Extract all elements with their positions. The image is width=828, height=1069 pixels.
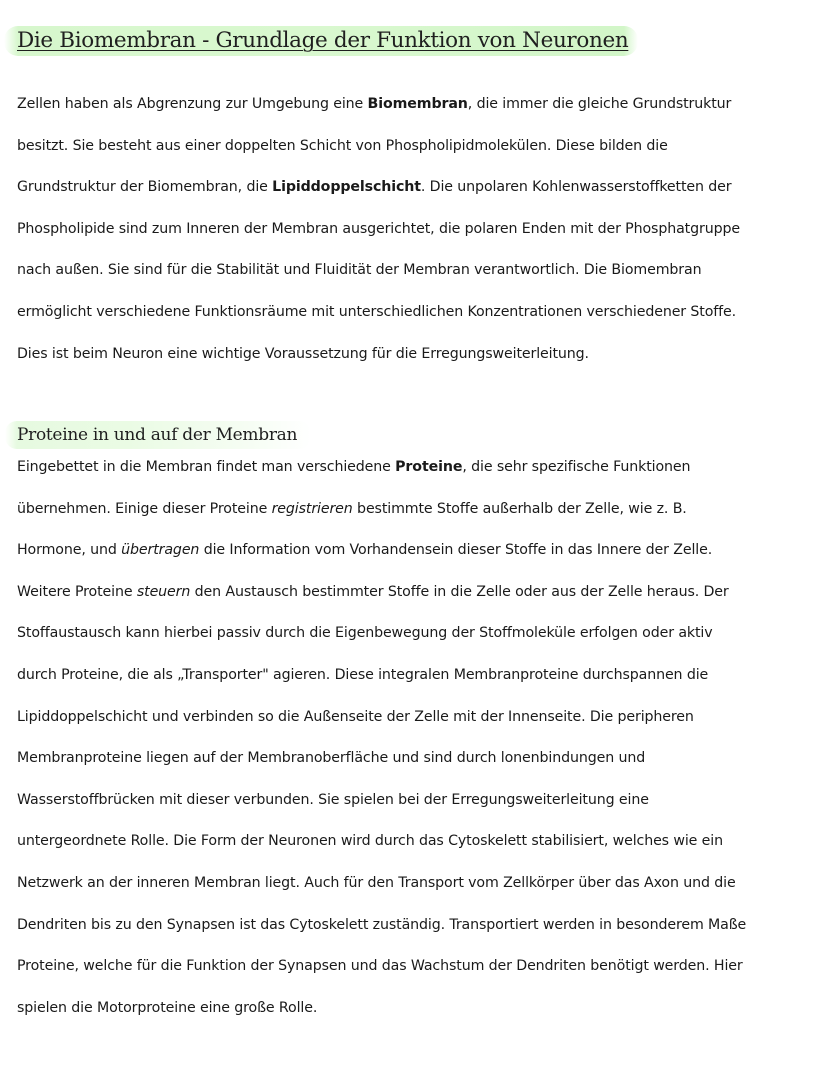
text-segment: Zellen haben als Abgrenzung zur Umgebung eine	[17, 96, 368, 112]
text-segment: Grundstruktur der Biomembran, die	[17, 179, 273, 196]
text-segment: , die immer die gleiche Grundstruktur	[467, 96, 732, 112]
text-segment: ermöglicht verschiedene Funktionsräume mit unterschiedlichen Konzentrationen verschiedener Stoffe.	[17, 303, 737, 320]
bold-term: Proteine	[395, 459, 463, 475]
text-line	[17, 863, 817, 905]
text-segment: untergeordnete Rolle. Die Form der Neuronen wird durch das Cytoskelett stabilisiert, welches wie ein	[17, 833, 723, 850]
text-line	[17, 84, 817, 126]
text-line	[17, 655, 817, 697]
text-segment: Stoffaustausch kann hierbei passiv durch die Eigenbewegung der Stoffmoleküle erfolgen oder aktiv	[17, 625, 713, 642]
text-line	[17, 530, 817, 572]
text-segment: Proteine, welche für die Funktion der Synapsen und das Wachstum der Dendriten benötigt werden. Hier	[17, 958, 743, 975]
text-segment: Phospholipide sind zum Inneren der Membran ausgerichtet, die polaren Enden mit der Phosphatgruppe	[17, 220, 740, 237]
text-line	[17, 697, 817, 739]
italic-term: übertragen	[121, 542, 200, 559]
text-segment: bestimmte Stoffe außerhalb der Zelle, wie z. B.	[352, 500, 687, 517]
text-line	[17, 209, 817, 251]
text-segment: Dendriten bis zu den Synapsen ist das Cytoskelett zuständig. Transportiert werden in besonderem Maße	[17, 916, 747, 933]
text-line	[17, 334, 817, 376]
text-segment: Wasserstoffbrücken mit dieser verbunden. Sie spielen bei der Erregungsweiterleitung eine	[17, 791, 649, 808]
section-heading: Proteine in und auf der Membran	[5, 421, 311, 449]
text-line	[17, 821, 817, 863]
text-line	[17, 905, 817, 947]
text-segment: durch Proteine, die als „Transporter" agieren. Diese integralen Membranproteine durchspannen die	[17, 666, 709, 683]
text-line	[17, 447, 817, 489]
page-title: Die Biomembran - Grundlage der Funktion von Neuronen	[4, 26, 638, 56]
text-line	[17, 988, 817, 1030]
text-segment: nach außen. Sie sind für die Stabilität und Fluidität der Membran verantwortlich. Die Biomembran	[17, 262, 702, 279]
italic-term: steuern	[136, 583, 191, 600]
text-line	[17, 292, 817, 334]
text-segment: spielen die Motorproteine eine große Rolle.	[17, 999, 318, 1016]
text-line	[17, 126, 817, 168]
text-segment: Eingebettet in die Membran findet man verschiedene	[17, 459, 396, 475]
text-segment: übernehmen. Einige dieser Proteine	[17, 500, 272, 517]
bold-term: Biomembran	[367, 96, 468, 112]
text-segment: , die sehr spezifische Funktionen	[462, 459, 691, 475]
text-segment: Netzwerk an der inneren Membran liegt. Auch für den Transport vom Zellkörper über das Axon und die	[17, 874, 736, 891]
text-line	[17, 946, 817, 988]
text-segment: Hormone, und	[17, 542, 122, 559]
intro-paragraph	[17, 84, 817, 375]
text-line	[17, 489, 817, 531]
text-line	[17, 572, 817, 614]
text-line	[17, 738, 817, 780]
text-segment: . Die unpolaren Kohlenwasserstoffketten der	[420, 179, 732, 196]
text-line	[17, 780, 817, 822]
text-segment: Dies ist beim Neuron eine wichtige Voraussetzung für die Erregungsweiterleitung.	[17, 345, 589, 362]
text-segment: Membranproteine liegen auf der Membranoberfläche und sind durch lonenbindungen und	[17, 750, 646, 767]
text-segment: besitzt. Sie besteht aus einer doppelten Schicht von Phospholipidmolekülen. Diese bilden die	[17, 137, 668, 154]
text-segment: Lipiddoppelschicht und verbinden so die Außenseite der Zelle mit der Innenseite. Die peripheren	[17, 708, 694, 725]
proteins-paragraph	[17, 447, 817, 1029]
text-segment: den Austausch bestimmter Stoffe in die Zelle oder aus der Zelle heraus. Der	[190, 583, 729, 600]
bold-term: Lipiddoppelschicht	[272, 179, 421, 196]
text-segment: die Information vom Vorhandensein dieser Stoffe in das Innere der Zelle.	[199, 542, 713, 559]
italic-term: registrieren	[271, 500, 353, 517]
text-line	[17, 613, 817, 655]
text-line	[17, 167, 817, 209]
text-line	[17, 250, 817, 292]
text-segment: Weitere Proteine	[17, 583, 137, 600]
